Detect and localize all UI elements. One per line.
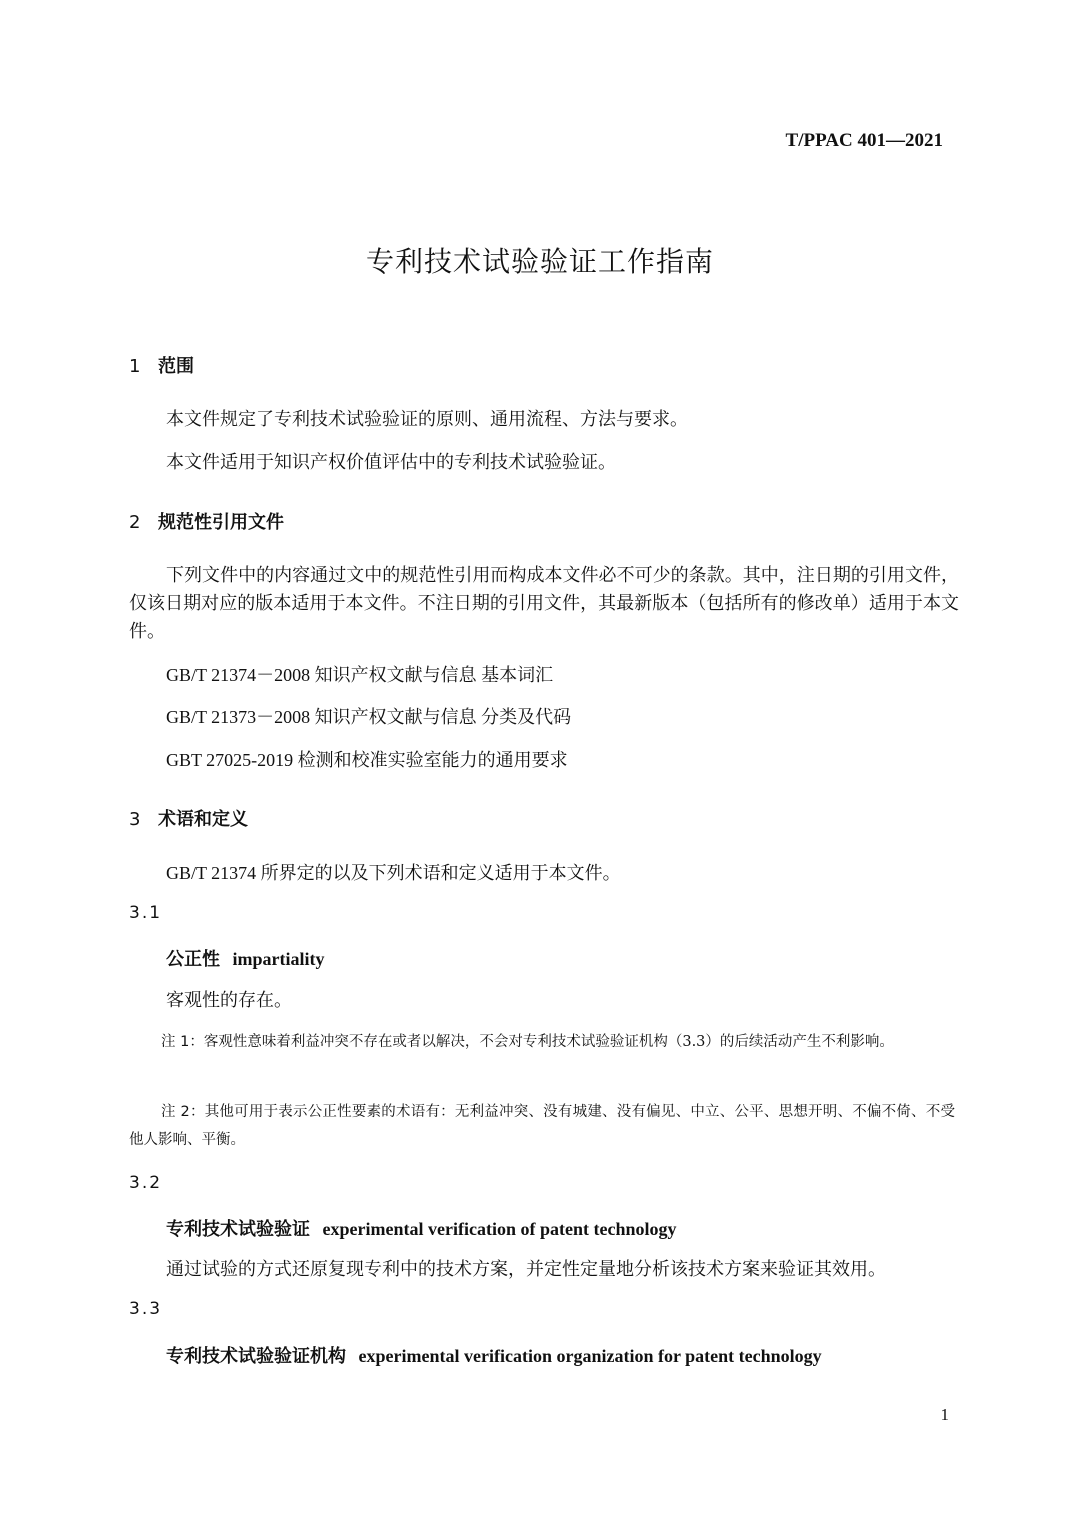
term-heading — [166, 1342, 822, 1368]
section-heading-1 — [129, 352, 194, 378]
section-title: 术语和定义 — [158, 809, 248, 830]
paragraph: GB/T 21374 所界定的以及下列术语和定义适用于本文件。 — [166, 863, 621, 883]
term-heading — [166, 1215, 676, 1241]
note-label: 注 1： — [161, 1034, 204, 1050]
section-heading-2 — [129, 508, 284, 534]
note-text: 其他可用于表示公正性要素的术语有：无利益冲突、没有城建、没有偏见、中立、公平、思想开明、不偏不倚、不受他人影响、平衡。 — [129, 1104, 955, 1148]
term-en: impartiality — [232, 949, 325, 969]
reference-item: GB/T 21373－2008 知识产权文献与信息 分类及代码 — [166, 707, 572, 727]
page-number: 1 — [940, 1405, 949, 1424]
term-note — [129, 1098, 955, 1154]
note-text: 客观性意味着利益冲突不存在或者以解决，不会对专利技术试验验证机构（3.3）的后续活动产生不利影响。 — [203, 1034, 894, 1050]
document-title: 专利技术试验验证工作指南 — [365, 245, 714, 278]
paragraph: 本文件规定了专利技术试验验证的原则、通用流程、方法与要求。 — [166, 409, 688, 430]
term-number: 3.2 — [129, 1173, 163, 1193]
document-code: T/PPAC 401—2021 — [785, 130, 943, 151]
section-number: 3 — [129, 809, 141, 830]
term-definition: 客观性的存在。 — [166, 990, 292, 1011]
note-label: 注 2： — [161, 1104, 205, 1120]
term-zh: 公正性 — [166, 949, 220, 970]
term-zh: 专利技术试验验证 — [166, 1219, 310, 1240]
term-en: experimental verification organization for patent technology — [358, 1346, 822, 1366]
term-definition: 通过试验的方式还原复现专利中的技术方案，并定性定量地分析该技术方案来验证其效用。 — [166, 1259, 886, 1280]
term-note — [129, 1028, 955, 1056]
term-number: 3.3 — [129, 1299, 163, 1319]
section-title: 范围 — [158, 356, 194, 377]
term-number: 3.1 — [129, 903, 163, 923]
paragraph: 本文件适用于知识产权价值评估中的专利技术试验验证。 — [166, 452, 616, 473]
section-number: 2 — [129, 512, 141, 533]
section-heading-3 — [129, 805, 248, 831]
section-number: 1 — [129, 356, 141, 377]
reference-item: GBT 27025-2019 检测和校准实验室能力的通用要求 — [166, 750, 568, 770]
reference-item: GB/T 21374－2008 知识产权文献与信息 基本词汇 — [166, 665, 554, 685]
term-zh: 专利技术试验验证机构 — [166, 1346, 346, 1367]
section-title: 规范性引用文件 — [158, 512, 284, 533]
term-heading — [166, 945, 325, 971]
paragraph: 下列文件中的内容通过文中的规范性引用而构成本文件必不可少的条款。其中，注日期的引用文件，仅该日期对应的版本适用于本文件。不注日期的引用文件，其最新版本（包括所有的修改单）适用于本文件。 — [129, 565, 959, 642]
term-en: experimental verification of patent technology — [322, 1219, 677, 1239]
